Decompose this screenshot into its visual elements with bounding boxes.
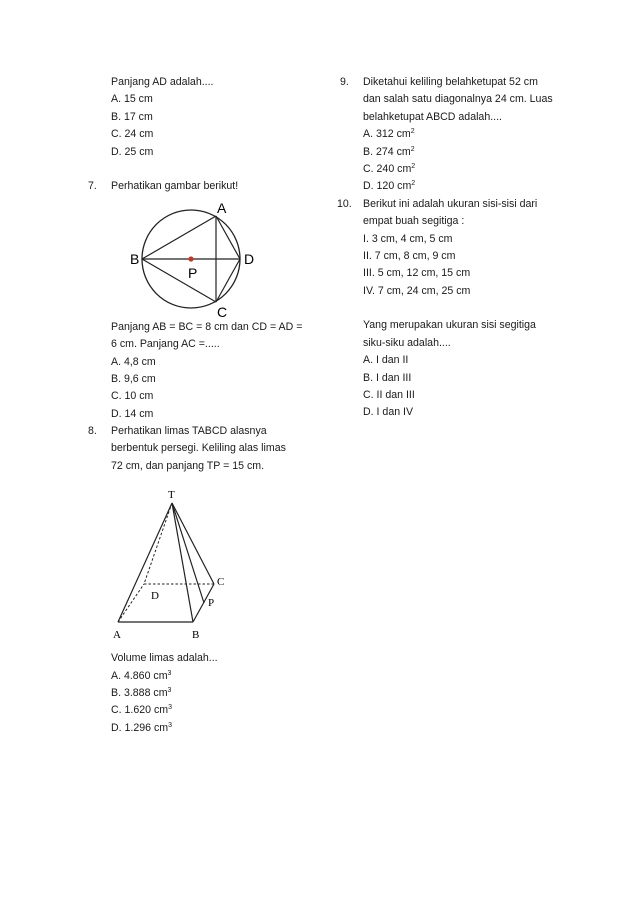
q9-option-a: [340, 126, 600, 143]
q10-stem-2: siku-siku adalah....: [363, 336, 451, 349]
q7-option-d: D. 14 cm: [111, 407, 154, 420]
q8-figure: [88, 475, 328, 650]
q8-option-a-exp: 3: [167, 669, 172, 677]
q10-number: 10.: [337, 197, 352, 210]
q8-option-b-exp: 3: [167, 687, 172, 695]
q8-line-1-text: Perhatikan limas TABCD alasnya: [111, 425, 267, 438]
q10-item-2: II. 7 cm, 8 cm, 9 cm: [363, 249, 456, 262]
q10-line-1: [337, 196, 600, 213]
q9-line-1: [340, 74, 600, 91]
q6-option-d: D. 25 cm: [111, 145, 154, 158]
q10-item-1: I. 3 cm, 4 cm, 5 cm: [363, 232, 453, 245]
label-a: A: [113, 629, 121, 642]
q8-stem: Volume limas adalah...: [111, 652, 218, 665]
label-p: P: [208, 597, 215, 610]
q8-line-3: 72 cm, dan panjang TP = 15 cm.: [111, 459, 265, 472]
label-c: C: [217, 576, 225, 589]
q8-option-b: [88, 685, 328, 702]
q10-line-2: empat buah segitiga :: [363, 215, 465, 228]
q9-option-b-text: B. 274 cm: [363, 145, 411, 158]
label-b: B: [192, 629, 200, 642]
q9-line-2: dan salah satu diagonalnya 24 cm. Luas: [363, 93, 553, 106]
q9-option-c-exp: 2: [411, 162, 416, 170]
q6-option-c: C. 24 cm: [111, 128, 154, 141]
q9-number: 9.: [340, 76, 349, 88]
q9-option-c-text: C. 240 cm: [363, 162, 412, 175]
q9-option-d-text: D. 120 cm: [363, 180, 412, 193]
q7-text-2: 6 cm. Panjang AC =.....: [111, 338, 220, 351]
q10-option-a: A. I dan II: [363, 354, 409, 367]
q7-number: 7.: [88, 180, 97, 193]
q8-line-1: [88, 423, 328, 440]
q7-option-a: A. 4,8 cm: [111, 355, 156, 368]
q10-option-b: B. I dan III: [363, 371, 412, 384]
circle-diagram: [110, 196, 270, 319]
q9-option-c: [340, 161, 600, 178]
q8-option-a-text: A. 4.860 cm: [111, 669, 168, 682]
q8-option-d-exp: 3: [168, 721, 173, 729]
q8-option-c-text: C. 1.620 cm: [111, 704, 169, 717]
q8-line-2: berbentuk persegi. Keliling alas limas: [111, 442, 286, 455]
q10-option-c: C. II dan III: [363, 389, 415, 402]
label-c: C: [217, 303, 228, 319]
left-column: [88, 74, 328, 737]
q9-option-d-exp: 2: [411, 180, 416, 188]
label-t: T: [168, 489, 175, 502]
q8-option-b-text: B. 3.888 cm: [111, 687, 168, 700]
center-point: [188, 256, 193, 261]
q7-stem-text: Perhatikan gambar berikut!: [111, 180, 239, 193]
q9-line-1-text: Diketahui keliling belahketupat 52 cm: [363, 76, 538, 88]
q8-number: 8.: [88, 425, 97, 438]
pyramid-diagram: [108, 475, 268, 650]
q9-option-b-exp: 2: [410, 145, 415, 153]
q7-figure: [88, 196, 328, 319]
q9-option-b: [340, 144, 600, 161]
q9-option-d: [340, 178, 600, 195]
q6-stem: Panjang AD adalah....: [111, 76, 214, 88]
q10-line-1-text: Berikut ini adalah ukuran sisi-sisi dari: [363, 197, 538, 210]
q8-option-d: [88, 720, 328, 737]
right-column: [337, 74, 600, 422]
q7-option-b: B. 9,6 cm: [111, 372, 156, 385]
q10-item-4: IV. 7 cm, 24 cm, 25 cm: [363, 284, 471, 297]
q8-option-a: [88, 668, 328, 685]
q7-option-c: C. 10 cm: [111, 390, 154, 403]
label-b: B: [130, 250, 140, 267]
q8-option-c: [88, 702, 328, 719]
q10-stem-1: Yang merupakan ukuran sisi segitiga: [363, 319, 536, 332]
q6-option-a: A. 15 cm: [111, 93, 153, 106]
label-a: A: [217, 199, 227, 216]
q7-stem: [88, 178, 328, 195]
q6-option-b: B. 17 cm: [111, 110, 153, 123]
q10-item-3: III. 5 cm, 12 cm, 15 cm: [363, 267, 471, 280]
q9-option-a-text: A. 312 cm: [363, 128, 411, 141]
q8-option-c-exp: 3: [168, 704, 173, 712]
q9-option-a-exp: 2: [410, 128, 415, 136]
q9-line-3: belahketupat ABCD adalah....: [363, 110, 502, 123]
label-d: D: [244, 250, 255, 267]
q7-text-1: Panjang AB = BC = 8 cm dan CD = AD =: [111, 320, 303, 333]
q8-option-d-text: D. 1.296 cm: [111, 721, 169, 734]
q10-option-d: D. I dan IV: [363, 406, 414, 419]
label-p: P: [188, 264, 198, 281]
label-d: D: [151, 590, 159, 603]
